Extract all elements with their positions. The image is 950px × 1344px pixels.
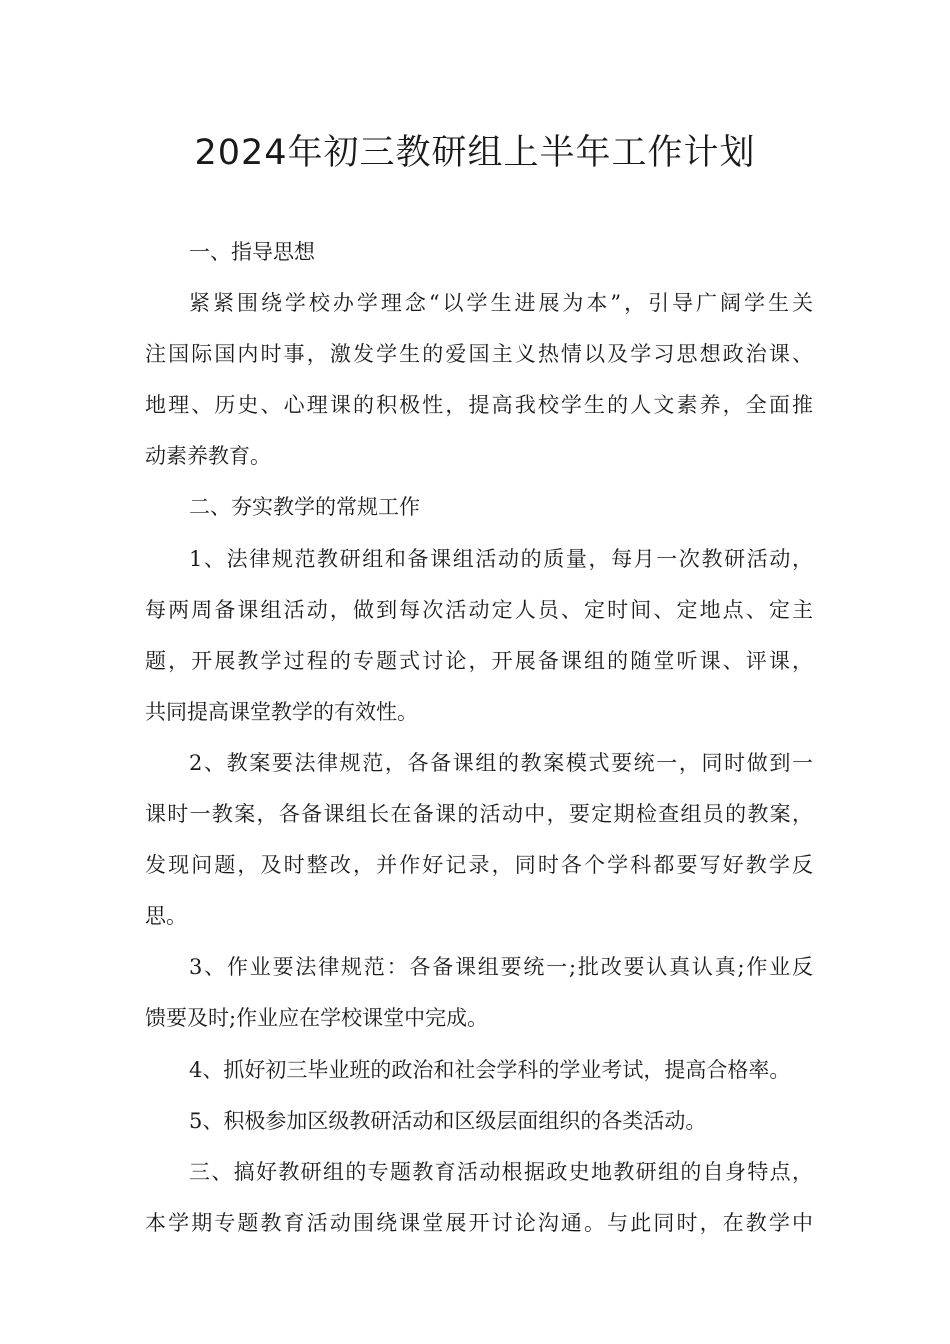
document-title: 2024年初三教研组上半年工作计划 bbox=[194, 133, 756, 173]
paragraph-line: 思。 bbox=[145, 904, 187, 929]
paragraph-line: 3、作业要法律规范：各备课组要统一;批改要认真认真;作业反 bbox=[189, 955, 813, 980]
paragraph-line: 题，开展教学过程的专题式讨论，开展备课组的随堂听课、评课， bbox=[145, 648, 813, 673]
paragraph-line: 1、法律规范教研组和备课组活动的质量，每月一次教研活动， bbox=[189, 546, 813, 571]
paragraph-line: 紧紧围绕学校办学理念“以学生进展为本”，引导广阔学生关 bbox=[189, 291, 813, 316]
section-heading-routine-work: 二、夯实教学的常规工作 bbox=[189, 495, 420, 520]
paragraph-line: 2、教案要法律规范，各备课组的教案模式要统一，同时做到一 bbox=[189, 750, 813, 775]
paragraph-line: 地理、历史、心理课的积极性，提高我校学生的人文素养，全面推 bbox=[145, 393, 813, 418]
section-heading-guiding-ideology: 一、指导思想 bbox=[189, 240, 315, 264]
paragraph-line: 本学期专题教育活动围绕课堂展开讨论沟通。与此同时，在教学中 bbox=[145, 1210, 813, 1235]
paragraph-line: 每两周备课组活动，做到每次活动定人员、定时间、定地点、定主 bbox=[145, 597, 813, 622]
document-body bbox=[145, 227, 813, 1249]
paragraph-line: 4、抓好初三毕业班的政治和社会学科的学业考试，提高合格率。 bbox=[189, 1057, 791, 1082]
paragraph-line: 注国际国内时事，激发学生的爱国主义热情以及学习思想政治课、 bbox=[145, 342, 813, 367]
paragraph-line: 课时一教案，各备课组长在备课的活动中，要定期检查组员的教案， bbox=[145, 802, 813, 827]
section-heading-special-education: 三、搞好教研组的专题教育活动根据政史地教研组的自身特点， bbox=[189, 1159, 813, 1184]
paragraph-line: 5、积极参加区级教研活动和区级层面组织的各类活动。 bbox=[189, 1108, 707, 1133]
paragraph-line: 馈要及时;作业应在学校课堂中完成。 bbox=[145, 1006, 489, 1031]
paragraph-line: 发现问题，及时整改，并作好记录，同时各个学科都要写好教学反 bbox=[145, 853, 813, 878]
paragraph-line: 动素养教育。 bbox=[145, 444, 271, 469]
paragraph-line: 共同提高课堂教学的有效性。 bbox=[145, 699, 418, 724]
